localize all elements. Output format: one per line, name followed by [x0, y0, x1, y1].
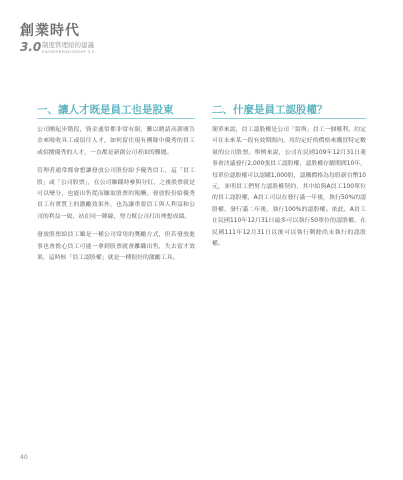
book-title: 創業時代	[20, 23, 80, 39]
paragraph: 簡單來說，員工認股權是公司「給與」員工一個權利，約定可在未來某一段有效期間內，用約定好的價格來購買特定數量的公司股票。舉例來說，公司在民國109年12月31日董事會決議發行2,000張員工認股權，認股權存續期間10年，每單位認股權可以認購1,000股，認購價格為每股新台幣10元，並明員工們努力認股權契約，其中給與A員工100單位的員工認股權，A員工可以在發行滿一年後，執行50%的認股權，發行滿二年後，執行100%的認股權。依此，A員工在民國110年12月31日最多可以執行50單位的認股權，在民國111年12月31日以後可以執行剩餘尚未執行的認股權。	[212, 127, 366, 248]
left-column-body	[37, 125, 195, 271]
book-version: 3.0	[20, 40, 42, 54]
paragraph: 發放股票給員工雖是一種公司常用的獎勵方式，但若發放進事也會擔心員工可能一拿到股票就會離職出售，失去留才效果，這時候「員工認股權」就是一種很好的激勵工具。	[37, 232, 195, 262]
section-divider-2	[212, 118, 366, 119]
book-subtitle-english: ENTREPRENEURSHIP 3.0	[42, 49, 95, 54]
section-heading-2: 二、什麼是員工認股權？	[212, 104, 328, 116]
page-header	[20, 20, 220, 64]
paragraph: 管理者通常都會想讓發放公司股份給予優秀員工，這「員工股」或「公司股票」，在公司賺錢時參與分紅，之後股票就是可以變分，也能出售從而賺取股票的報酬。發放股份給優秀員工有實質上的激勵效果外，也為讓重要員工與人利益和公司的利益一致，站在同一陣線，努力幫公司打出理想成績。	[37, 168, 195, 220]
book-subtitle: 制度管理給的建議	[42, 41, 94, 49]
paragraph: 公司剛起步階段，資金通常都非常有限，難以聘請高薪廣告金來吸收具工或留住人才，如何留住現有團隊中優秀的員工或招攬優秀的人才，一直都是新創公司者面的難題。	[37, 127, 195, 156]
section-divider-1	[37, 118, 195, 119]
section-heading-1: 一、讓人才既是員工也是股東	[37, 104, 174, 116]
right-column-body	[212, 125, 366, 257]
page-number: 40	[20, 454, 28, 461]
